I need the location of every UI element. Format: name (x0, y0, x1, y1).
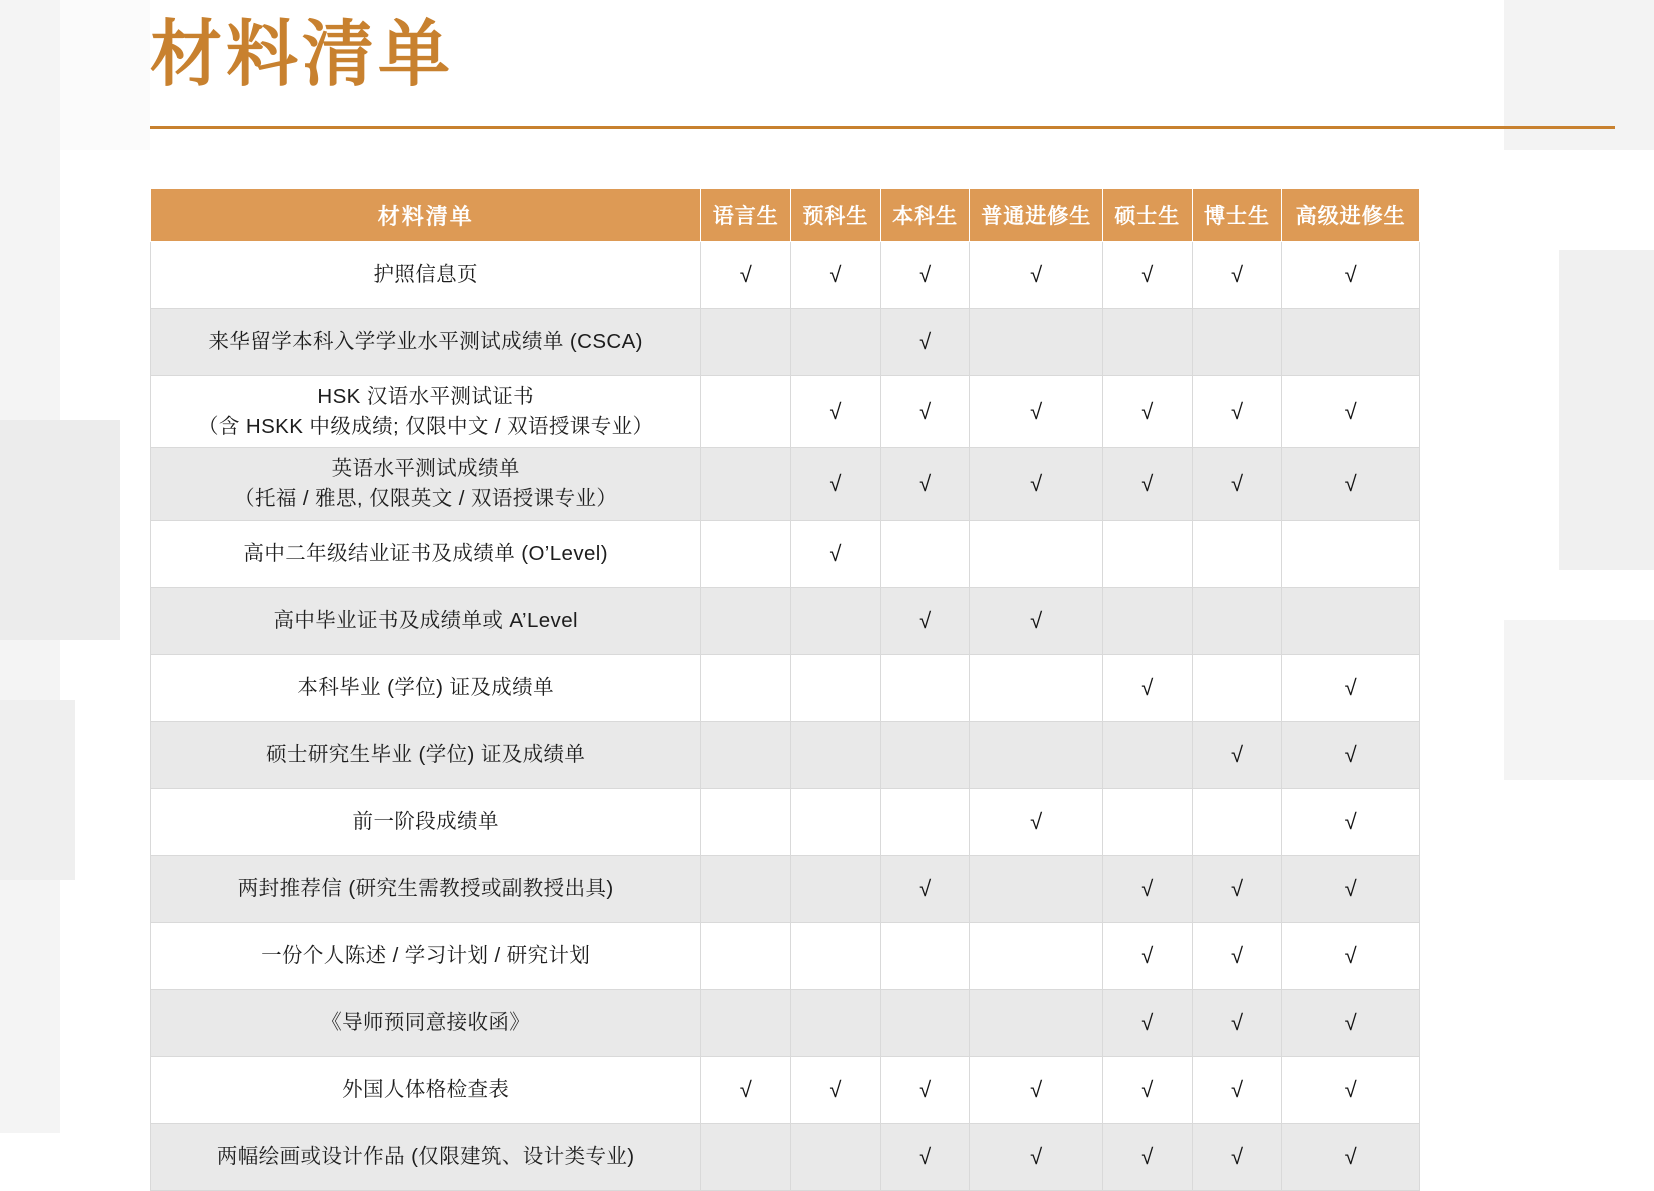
table-row (151, 721, 1420, 788)
column-header-preparatory: 预科生 (791, 189, 881, 242)
empty-cell (1282, 309, 1420, 376)
material-label-line: 来华留学本科入学学业水平测试成绩单 (CSCA) (208, 330, 643, 354)
check-cell: √ (1102, 448, 1192, 520)
check-cell: √ (880, 1123, 970, 1190)
table-row (151, 654, 1420, 721)
material-label (151, 242, 701, 309)
empty-cell (970, 309, 1103, 376)
empty-cell (701, 587, 791, 654)
check-cell: √ (1102, 855, 1192, 922)
check-cell: √ (970, 1056, 1103, 1123)
check-cell: √ (1102, 922, 1192, 989)
check-cell: √ (970, 376, 1103, 448)
empty-cell (791, 989, 881, 1056)
empty-cell (791, 788, 881, 855)
empty-cell (701, 855, 791, 922)
empty-cell (970, 922, 1103, 989)
check-cell: √ (1192, 1056, 1282, 1123)
check-cell: √ (880, 587, 970, 654)
material-label-line: 本科毕业 (学位) 证及成绩单 (297, 676, 554, 700)
header-row (151, 189, 1420, 242)
material-label-line: 英语水平测试成绩单 (331, 457, 520, 481)
empty-cell (791, 1123, 881, 1190)
check-cell: √ (1192, 448, 1282, 520)
background-block (1559, 250, 1654, 570)
check-cell: √ (1282, 448, 1420, 520)
empty-cell (701, 989, 791, 1056)
empty-cell (791, 654, 881, 721)
empty-cell (701, 520, 791, 587)
empty-cell (880, 721, 970, 788)
page-title: 材料清单 (150, 15, 455, 95)
empty-cell (970, 855, 1103, 922)
material-label (151, 587, 701, 654)
check-cell: √ (701, 1056, 791, 1123)
check-cell: √ (880, 309, 970, 376)
table-row (151, 520, 1420, 587)
empty-cell (1102, 520, 1192, 587)
check-cell: √ (970, 587, 1103, 654)
check-cell: √ (880, 242, 970, 309)
background-block (0, 420, 120, 640)
material-label-line: 两封推荐信 (研究生需教授或副教授出具) (237, 877, 614, 901)
column-header-materials: 材料清单 (151, 189, 701, 242)
table-row (151, 989, 1420, 1056)
empty-cell (880, 520, 970, 587)
empty-cell (701, 448, 791, 520)
material-label-line: 硕士研究生毕业 (学位) 证及成绩单 (266, 743, 586, 767)
empty-cell (701, 788, 791, 855)
check-cell: √ (970, 242, 1103, 309)
check-cell: √ (970, 1123, 1103, 1190)
check-cell: √ (1192, 242, 1282, 309)
check-cell: √ (1102, 1123, 1192, 1190)
empty-cell (1192, 654, 1282, 721)
check-cell: √ (1102, 989, 1192, 1056)
check-cell: √ (880, 376, 970, 448)
column-header-doctoral: 博士生 (1192, 189, 1282, 242)
check-cell: √ (1102, 654, 1192, 721)
background-block (0, 700, 75, 880)
empty-cell (880, 922, 970, 989)
table-header (151, 189, 1420, 242)
material-label (151, 520, 701, 587)
check-cell: √ (791, 376, 881, 448)
check-cell: √ (970, 448, 1103, 520)
empty-cell (701, 376, 791, 448)
empty-cell (701, 1123, 791, 1190)
background-block (60, 0, 150, 150)
empty-cell (1192, 788, 1282, 855)
empty-cell (1282, 520, 1420, 587)
check-cell: √ (1282, 788, 1420, 855)
material-label-line: 《导师预同意接收函》 (321, 1011, 531, 1035)
material-label-line: 外国人体格检查表 (342, 1078, 510, 1102)
column-header-general-visiting: 普通进修生 (970, 189, 1103, 242)
empty-cell (701, 309, 791, 376)
material-label-line: 两幅绘画或设计作品 (仅限建筑、设计类专业) (216, 1145, 635, 1169)
empty-cell (970, 989, 1103, 1056)
empty-cell (791, 587, 881, 654)
check-cell: √ (1192, 721, 1282, 788)
check-cell: √ (1192, 376, 1282, 448)
check-cell: √ (1282, 721, 1420, 788)
check-cell: √ (1282, 922, 1420, 989)
check-cell: √ (970, 788, 1103, 855)
check-cell: √ (1192, 922, 1282, 989)
empty-cell (1102, 721, 1192, 788)
empty-cell (970, 520, 1103, 587)
material-label (151, 309, 701, 376)
check-cell: √ (1282, 654, 1420, 721)
table-row (151, 855, 1420, 922)
empty-cell (791, 309, 881, 376)
empty-cell (1102, 309, 1192, 376)
empty-cell (970, 654, 1103, 721)
empty-cell (791, 721, 881, 788)
material-label-line: （含 HSKK 中级成绩; 仅限中文 / 双语授课专业） (198, 414, 654, 438)
materials-table (150, 188, 1420, 1191)
material-label (151, 989, 701, 1056)
empty-cell (1192, 309, 1282, 376)
material-label (151, 1123, 701, 1190)
material-label (151, 788, 701, 855)
check-cell: √ (1282, 1056, 1420, 1123)
empty-cell (880, 654, 970, 721)
empty-cell (1102, 788, 1192, 855)
check-cell: √ (1192, 1123, 1282, 1190)
empty-cell (791, 855, 881, 922)
check-cell: √ (1282, 855, 1420, 922)
table-row (151, 922, 1420, 989)
empty-cell (1192, 520, 1282, 587)
empty-cell (1192, 587, 1282, 654)
table-row (151, 309, 1420, 376)
material-label-line: 一份个人陈述 / 学习计划 / 研究计划 (261, 944, 591, 968)
check-cell: √ (791, 520, 881, 587)
check-cell: √ (1102, 376, 1192, 448)
empty-cell (1282, 587, 1420, 654)
check-cell: √ (701, 242, 791, 309)
column-header-master: 硕士生 (1102, 189, 1192, 242)
table-row (151, 242, 1420, 309)
empty-cell (701, 654, 791, 721)
check-cell: √ (1282, 242, 1420, 309)
column-header-language: 语言生 (701, 189, 791, 242)
materials-table-wrapper (150, 188, 1420, 1191)
material-label (151, 376, 701, 448)
column-header-senior-visiting: 高级进修生 (1282, 189, 1420, 242)
column-header-undergraduate: 本科生 (880, 189, 970, 242)
material-label-line: 高中毕业证书及成绩单或 A’Level (273, 609, 578, 633)
empty-cell (880, 989, 970, 1056)
material-label (151, 721, 701, 788)
empty-cell (701, 721, 791, 788)
check-cell: √ (1192, 989, 1282, 1056)
table-row (151, 376, 1420, 448)
table-row (151, 788, 1420, 855)
material-label (151, 855, 701, 922)
check-cell: √ (1282, 376, 1420, 448)
check-cell: √ (880, 448, 970, 520)
empty-cell (970, 721, 1103, 788)
check-cell: √ (1102, 242, 1192, 309)
table-row (151, 1123, 1420, 1190)
empty-cell (1102, 587, 1192, 654)
material-label-line: 护照信息页 (373, 263, 478, 287)
empty-cell (701, 922, 791, 989)
table-row (151, 587, 1420, 654)
check-cell: √ (1102, 1056, 1192, 1123)
material-label (151, 448, 701, 520)
material-label-line: （托福 / 雅思, 仅限英文 / 双语授课专业） (234, 487, 618, 511)
empty-cell (880, 788, 970, 855)
check-cell: √ (1192, 855, 1282, 922)
background-block (1504, 620, 1654, 780)
table-row (151, 1056, 1420, 1123)
check-cell: √ (880, 855, 970, 922)
title-divider (150, 126, 1615, 129)
material-label (151, 922, 701, 989)
material-label (151, 1056, 701, 1123)
check-cell: √ (1282, 989, 1420, 1056)
check-cell: √ (791, 448, 881, 520)
table-row (151, 448, 1420, 520)
empty-cell (791, 922, 881, 989)
table-body (151, 242, 1420, 1191)
check-cell: √ (1282, 1123, 1420, 1190)
material-label-line: 前一阶段成绩单 (352, 810, 499, 834)
material-label (151, 654, 701, 721)
material-label-line: 高中二年级结业证书及成绩单 (O’Level) (243, 542, 608, 566)
check-cell: √ (880, 1056, 970, 1123)
material-label-line: HSK 汉语水平测试证书 (317, 385, 535, 408)
check-cell: √ (791, 242, 881, 309)
check-cell: √ (791, 1056, 881, 1123)
